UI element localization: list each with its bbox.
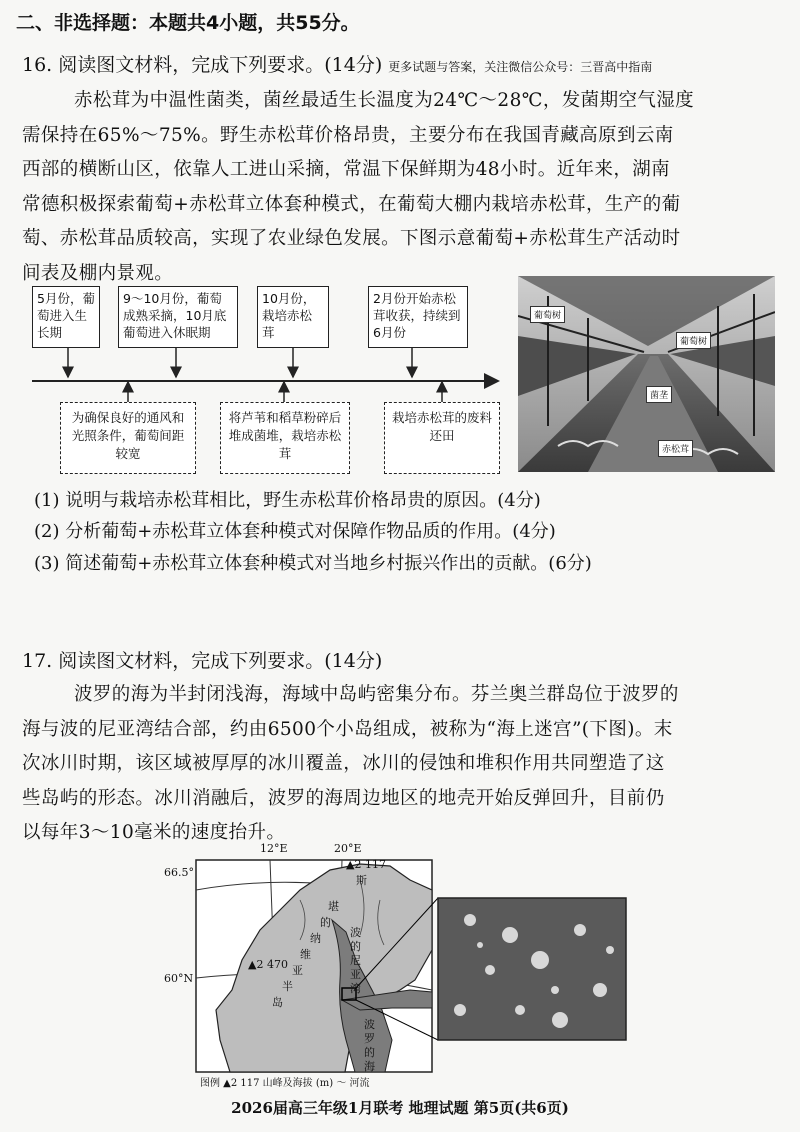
photo-label-grapevine-left: 葡萄树 — [530, 306, 565, 323]
photo-label-mushroom-ridge: 菌垄 — [646, 386, 672, 403]
lat-label-arctic: 66.5° — [164, 866, 194, 879]
map-place-char: 尼 — [350, 954, 361, 967]
photo-label-mushroom: 赤松茸 — [658, 440, 693, 457]
map-place-char: 亚 — [350, 968, 361, 981]
timeline-note-spacing: 为确保良好的通风和光照条件，葡萄间距较宽 — [60, 402, 196, 474]
q16-note: 更多试题与答案，关注微信公众号：三晋高中指南 — [388, 60, 653, 74]
map-place-char: 罗 — [364, 1032, 375, 1045]
map-drawing — [160, 840, 640, 1090]
q17-para-line: 以每年3～10毫米的速度抬升。 — [22, 822, 286, 843]
timeline-box-sep-oct: 9～10月份，葡萄成熟采摘，10月底葡萄进入休眠期 — [118, 286, 238, 348]
q17-title: 17. 阅读图文材料，完成下列要求。(14分) — [22, 650, 383, 672]
timeline-box-feb: 2月份开始赤松茸收获，持续到6月份 — [368, 286, 468, 348]
q16-subquestion: (3) 简述葡萄+赤松茸立体套种模式对当地乡村振兴作出的贡献。(6分) — [34, 553, 592, 574]
map-place-char: 波 — [350, 926, 361, 939]
map-place-char: 半 — [282, 980, 293, 993]
map-place-char: 的 — [364, 1046, 375, 1059]
lat-label-60n: 60°N — [164, 972, 194, 985]
map-place-char: 波 — [364, 1018, 375, 1031]
q16-subquestion: (2) 分析葡萄+赤松茸立体套种模式对保障作物品质的作用。(4分) — [34, 521, 556, 542]
timeline-note-waste: 栽培赤松茸的废料还田 — [384, 402, 500, 474]
timeline-box-oct: 10月份，栽培赤松茸 — [257, 286, 329, 348]
map-place-char: 亚 — [292, 964, 303, 977]
q16-para-line: 间表及棚内景观。 — [22, 262, 174, 284]
q17-paragraph — [22, 678, 782, 851]
q17-para-line: 海与波的尼亚湾结合部，约由6500个小岛组成，被称为“海上迷宫”(下图)。末 — [22, 718, 673, 740]
q16-para-line: 西部的横断山区，依靠人工进山采摘，常温下保鲜期为48小时。近年来，湖南 — [22, 159, 671, 180]
lon-label-20e: 20°E — [334, 842, 362, 855]
q16-para-line: 需保持在65%～75%。野生赤松茸价格昂贵，主要分布在我国青藏高原到云南 — [22, 124, 674, 146]
q16-title: 16. 阅读图文材料，完成下列要求。(14分) — [22, 54, 383, 76]
map-place-char: 维 — [300, 948, 311, 961]
map-place-char: 湾 — [350, 982, 361, 995]
q16-para-line: 萄、赤松茸品质较高，实现了农业绿色发展。下图示意葡萄+赤松茸生产活动时 — [22, 228, 681, 249]
q17-para-line: 些岛屿的形态。冰川消融后，波罗的海周边地区的地壳开始反弹回升，目前仍 — [22, 787, 665, 809]
q16-subquestion: (1) 说明与栽培赤松茸相比，野生赤松茸价格昂贵的原因。(4分) — [34, 490, 541, 511]
map-place-char: 斯 — [356, 874, 367, 887]
timeline-note-mushroom-bed: 将芦苇和稻草粉碎后堆成菌堆，栽培赤松茸 — [220, 402, 350, 474]
map-place-char: 堪 — [328, 900, 339, 913]
photo-label-grapevine-right: 葡萄树 — [676, 332, 711, 349]
q16-title-line — [22, 50, 652, 77]
timeline-diagram — [28, 282, 508, 482]
map-place-char: 海 — [364, 1060, 375, 1073]
map-place-char: 的 — [350, 940, 361, 953]
map-place-char: 纳 — [310, 932, 321, 945]
map-place-char: 的 — [320, 916, 331, 929]
q17-para-line: 次冰川时期，该区域被厚厚的冰川覆盖，冰川的侵蚀和堆积作用共同塑造了这 — [22, 753, 665, 774]
map-legend: 图例 ▲2 117 山峰及海拔 (m) 〜 河流 — [200, 1078, 370, 1089]
map-figure — [160, 840, 640, 1090]
timeline-box-may: 5月份，葡萄进入生长期 — [32, 286, 100, 348]
page-footer: 2026届高三年级1月联考 地理试题 第5页(共6页) — [231, 1099, 569, 1117]
map-place-char: 岛 — [272, 996, 283, 1009]
q16-para-line: 赤松茸为中温性菌类，菌丝最适生长温度为24℃～28℃，发菌期空气湿度 — [74, 90, 695, 111]
q16-para-line: 常德积极探索葡萄+赤松茸立体套种模式，在葡萄大棚内栽培赤松茸，生产的葡 — [22, 193, 681, 215]
lon-label-12e: 12°E — [260, 842, 288, 855]
peak-label-2470: ▲2 470 — [248, 958, 288, 971]
section-heading: 二、非选择题：本题共4小题，共55分。 — [16, 12, 360, 34]
peak-label-2117: ▲2 117 — [346, 858, 386, 871]
greenhouse-photo — [518, 276, 775, 472]
q16-paragraph — [22, 84, 782, 291]
q17-para-line: 波罗的海为半封闭浅海，海域中岛屿密集分布。芬兰奥兰群岛位于波罗的 — [74, 684, 679, 705]
